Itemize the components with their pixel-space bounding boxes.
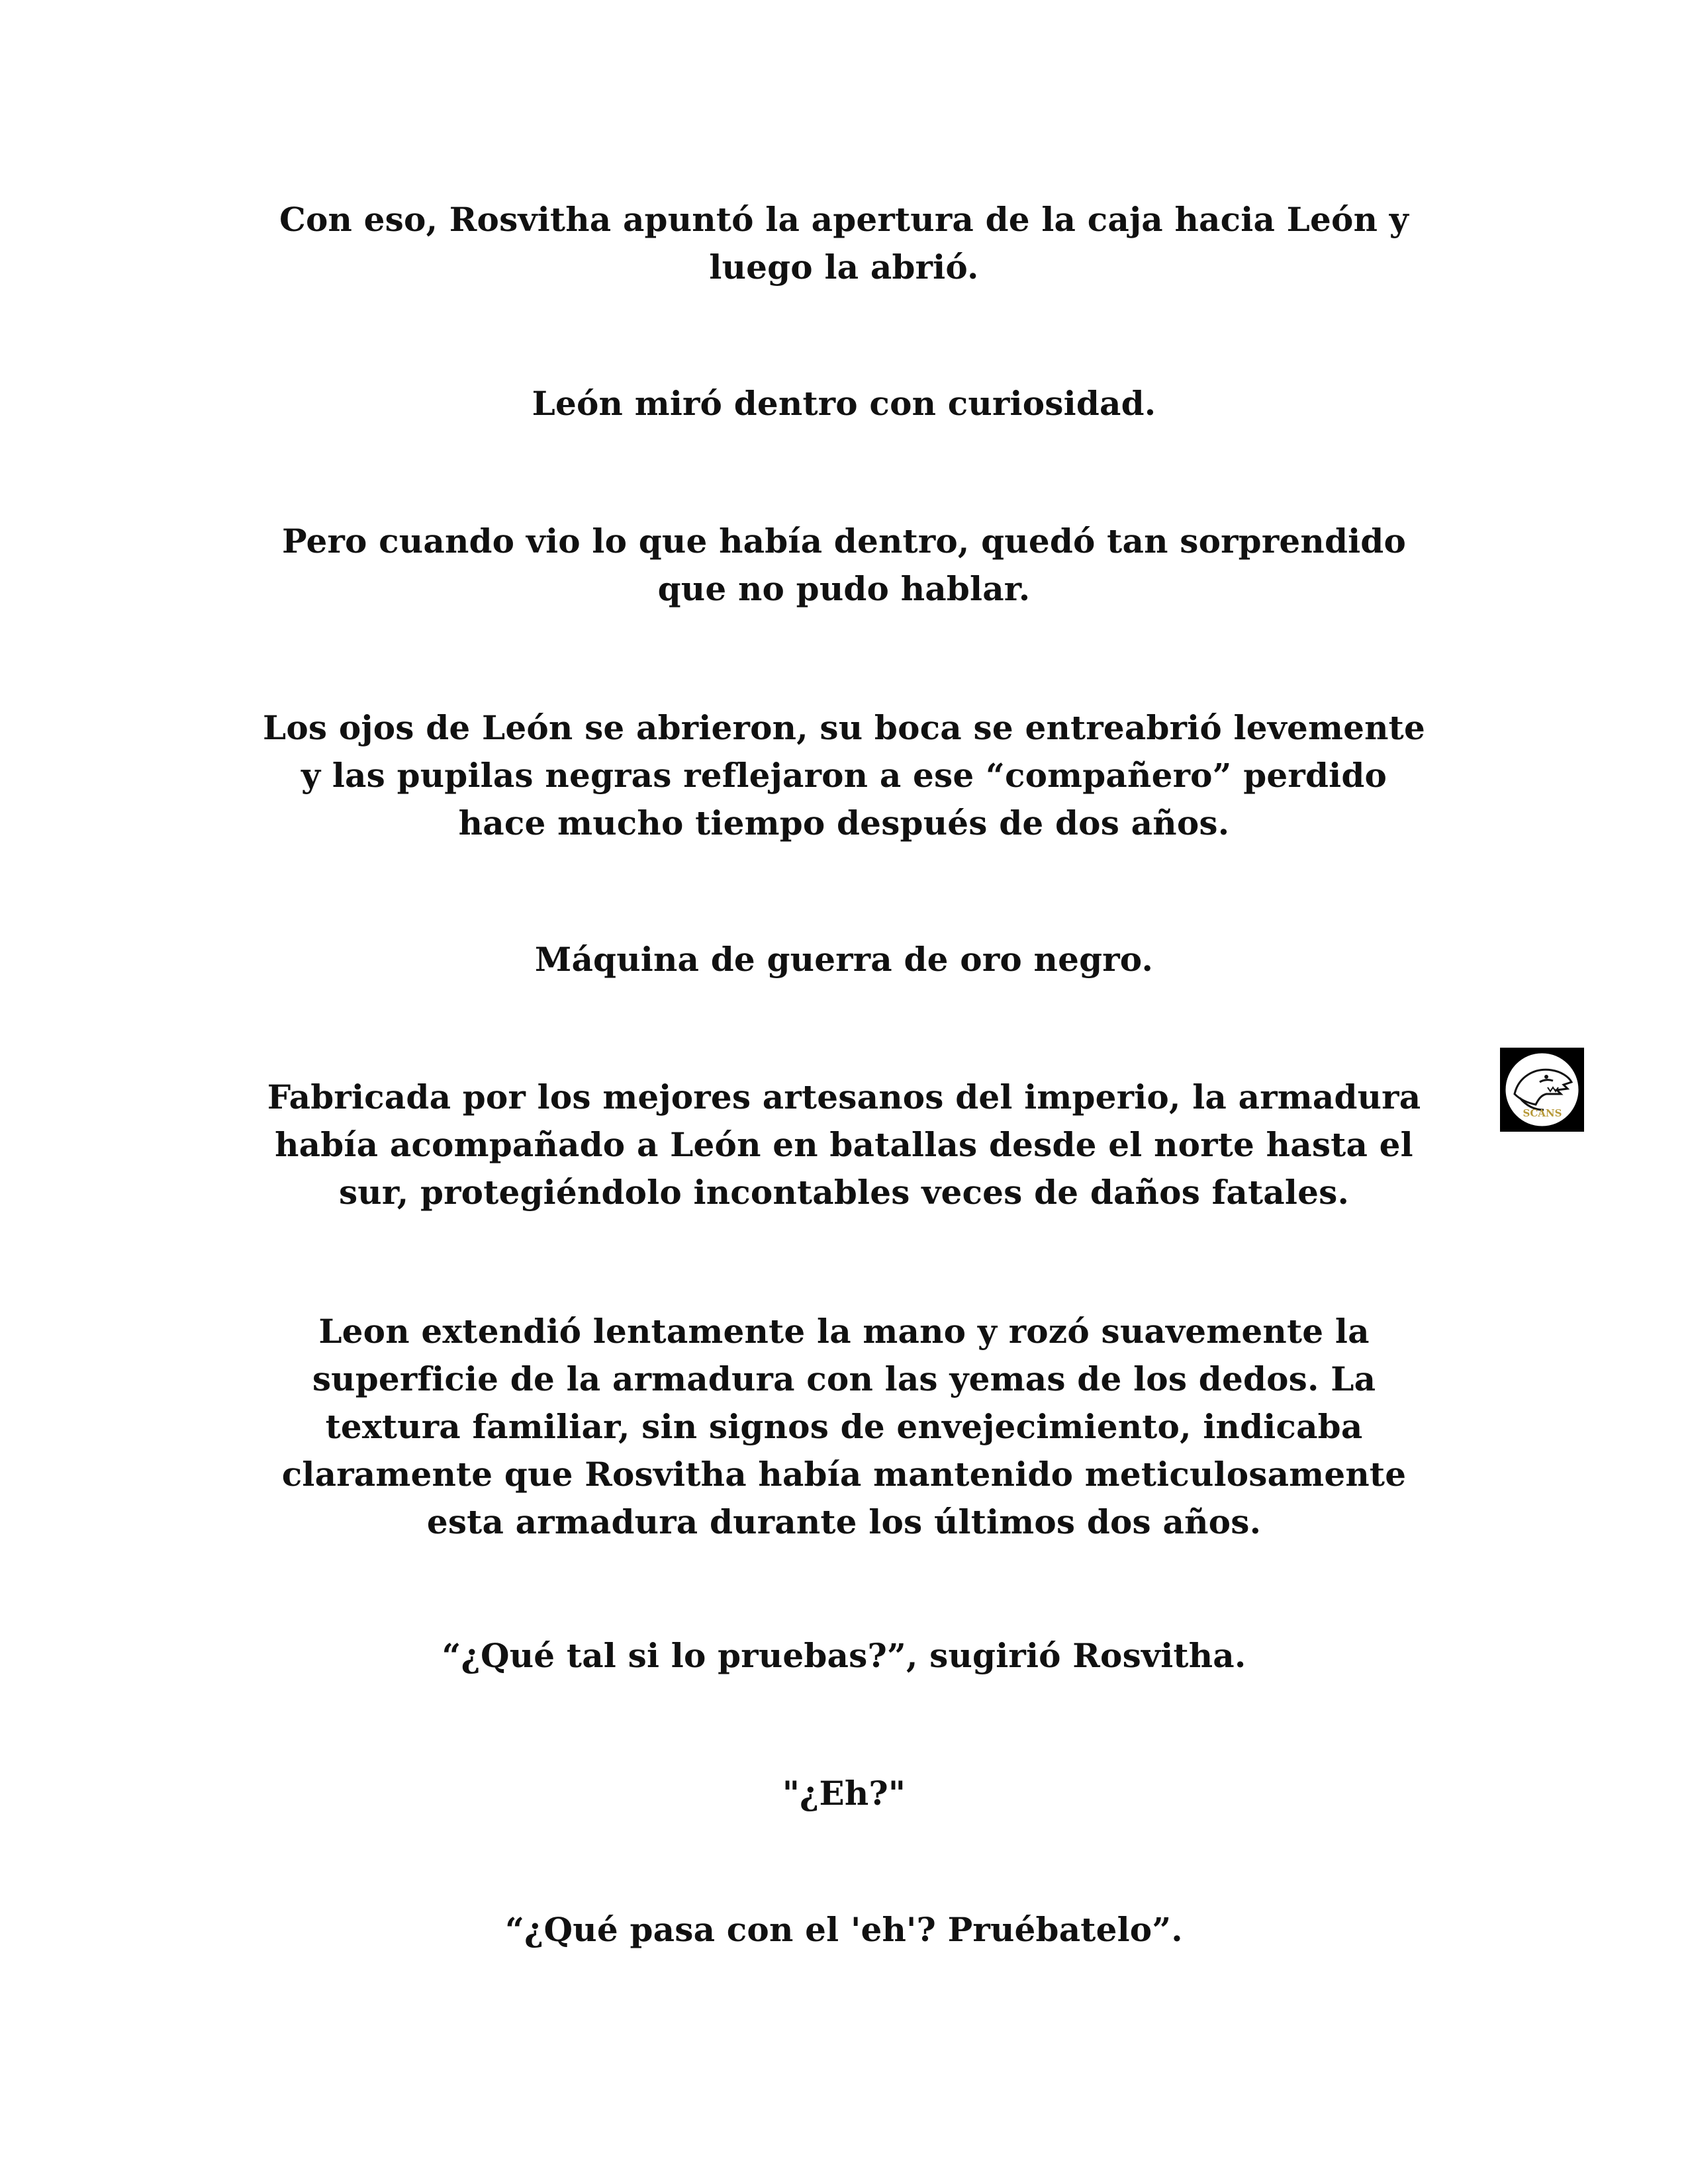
paragraph-line: Pero cuando vio lo que había dentro, quedó tan sorprendido [281, 522, 1407, 561]
paragraph-6 [215, 1073, 1473, 1216]
paragraph-line: "¿Eh?" [782, 1774, 906, 1813]
logo-text: SCANS [1523, 1107, 1562, 1119]
paragraph-8 [215, 1632, 1473, 1680]
paragraph-3 [215, 518, 1473, 613]
paragraph-line: Con eso, Rosvitha apuntó la apertura de la caja hacia León y [279, 200, 1409, 239]
paragraph-line: Leon extendió lentamente la mano y rozó suavemente la [318, 1312, 1370, 1351]
scans-logo-watermark [1500, 1048, 1584, 1132]
paragraph-4 [215, 704, 1473, 847]
paragraph-line: Los ojos de León se abrieron, su boca se entreabrió levemente [263, 708, 1425, 747]
paragraph-5 [215, 936, 1473, 983]
paragraph-line: luego la abrió. [709, 248, 979, 287]
paragraph-line: había acompañado a León en batallas desde el norte hasta el [275, 1125, 1413, 1164]
paragraph-line: Fabricada por los mejores artesanos del imperio, la armadura [267, 1077, 1421, 1116]
paragraph-7 [215, 1308, 1473, 1546]
paragraph-1 [215, 196, 1473, 291]
paragraph-line: León miró dentro con curiosidad. [532, 384, 1156, 423]
paragraph-line: esta armadura durante los últimos dos años. [426, 1502, 1262, 1541]
paragraph-line: “¿Qué pasa con el 'eh'? Pruébatelo”. [505, 1910, 1183, 1949]
paragraph-line: “¿Qué tal si lo pruebas?”, sugirió Rosvitha. [442, 1636, 1246, 1675]
paragraph-line: claramente que Rosvitha había mantenido meticulosamente [281, 1455, 1407, 1494]
paragraph-2 [215, 380, 1473, 428]
dinosaur-head-icon [1500, 1048, 1584, 1132]
paragraph-line: hace mucho tiempo después de dos años. [458, 803, 1230, 842]
paragraph-line: textura familiar, sin signos de envejecimiento, indicaba [325, 1407, 1363, 1446]
paragraph-10 [215, 1906, 1473, 1954]
paragraph-line: Máquina de guerra de oro negro. [534, 940, 1154, 979]
paragraph-9 [215, 1770, 1473, 1817]
paragraph-line: sur, protegiéndolo incontables veces de daños fatales. [338, 1173, 1350, 1212]
paragraph-line: que no pudo hablar. [657, 569, 1031, 608]
paragraph-line: superficie de la armadura con las yemas de los dedos. La [312, 1359, 1376, 1398]
paragraph-line: y las pupilas negras reflejaron a ese “compañero” perdido [301, 756, 1387, 795]
